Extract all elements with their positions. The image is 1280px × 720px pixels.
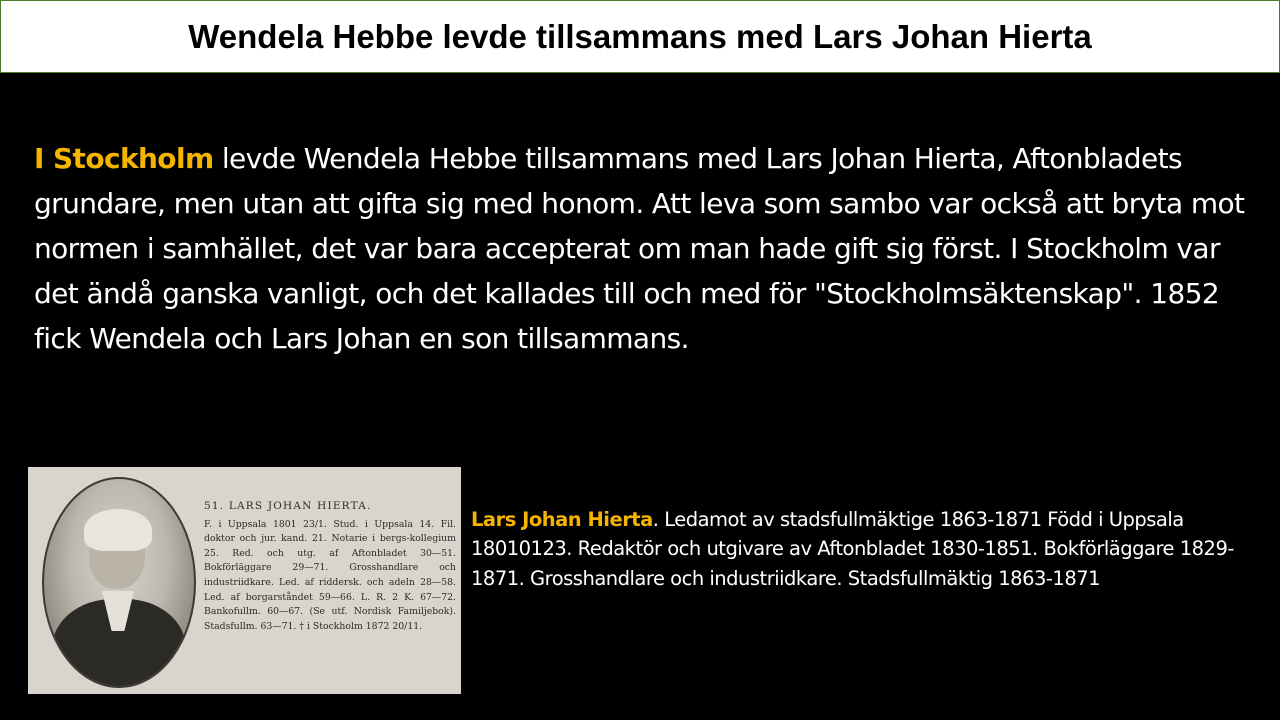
main-body-text: levde Wendela Hebbe tillsammans med Lars Johan Hierta, Aftonbladets grundare, men utan att gifta sig med honom. Att leva som sambo var också att bryta mot normen i samhället, det var bara accepterat om man hade gift sig först. I Stockholm var det ändå ganska vanligt, och det kallades till och med för "Stockholmsäktenskap". 1852 fick Wendela och Lars Johan en son tillsammans. (34, 142, 1245, 355)
slide-title: Wendela Hebbe levde tillsammans med Lars Johan Hierta (188, 17, 1092, 55)
highlight-text: I Stockholm (34, 142, 214, 175)
main-paragraph (34, 136, 1254, 361)
printed-biography (204, 499, 456, 634)
biography-heading: 51. LARS JOHAN HIERTA. (204, 500, 372, 512)
portrait-photo (28, 467, 461, 694)
biography-body: F. i Uppsala 1801 23/1. Stud. i Uppsala 14. Fil. doktor och jur. kand. 21. Notarie i bergs-kollegium 25. Red. och utg. af Aftonbladet 30—51. Bokförläggare 29—71. Grosshandlare och industriidkare. Led. af riddersk. och adeln 28—58. Led. af borgarståndet 59—66. L. R. 2 K. 67—72. Bankofullm. 60—67. (Se utf. Nordisk Familjebok). Stadsfullm. 63—71. † i Stockholm 1872 20/11. (204, 518, 456, 632)
caption-text: . Ledamot av stadsfullmäktige 1863-1871 Född i Uppsala 18010123. Redaktör och utgivare av Aftonbladet 1830-1851. Bokförläggare 1829-1871. Grosshandlare och industriidkare. Stadsfullmäktig 1863-1871 (471, 508, 1234, 590)
caption-name: Lars Johan Hierta (471, 508, 653, 531)
photo-caption (471, 505, 1261, 593)
portrait-oval (42, 477, 196, 688)
title-bar (0, 0, 1280, 73)
